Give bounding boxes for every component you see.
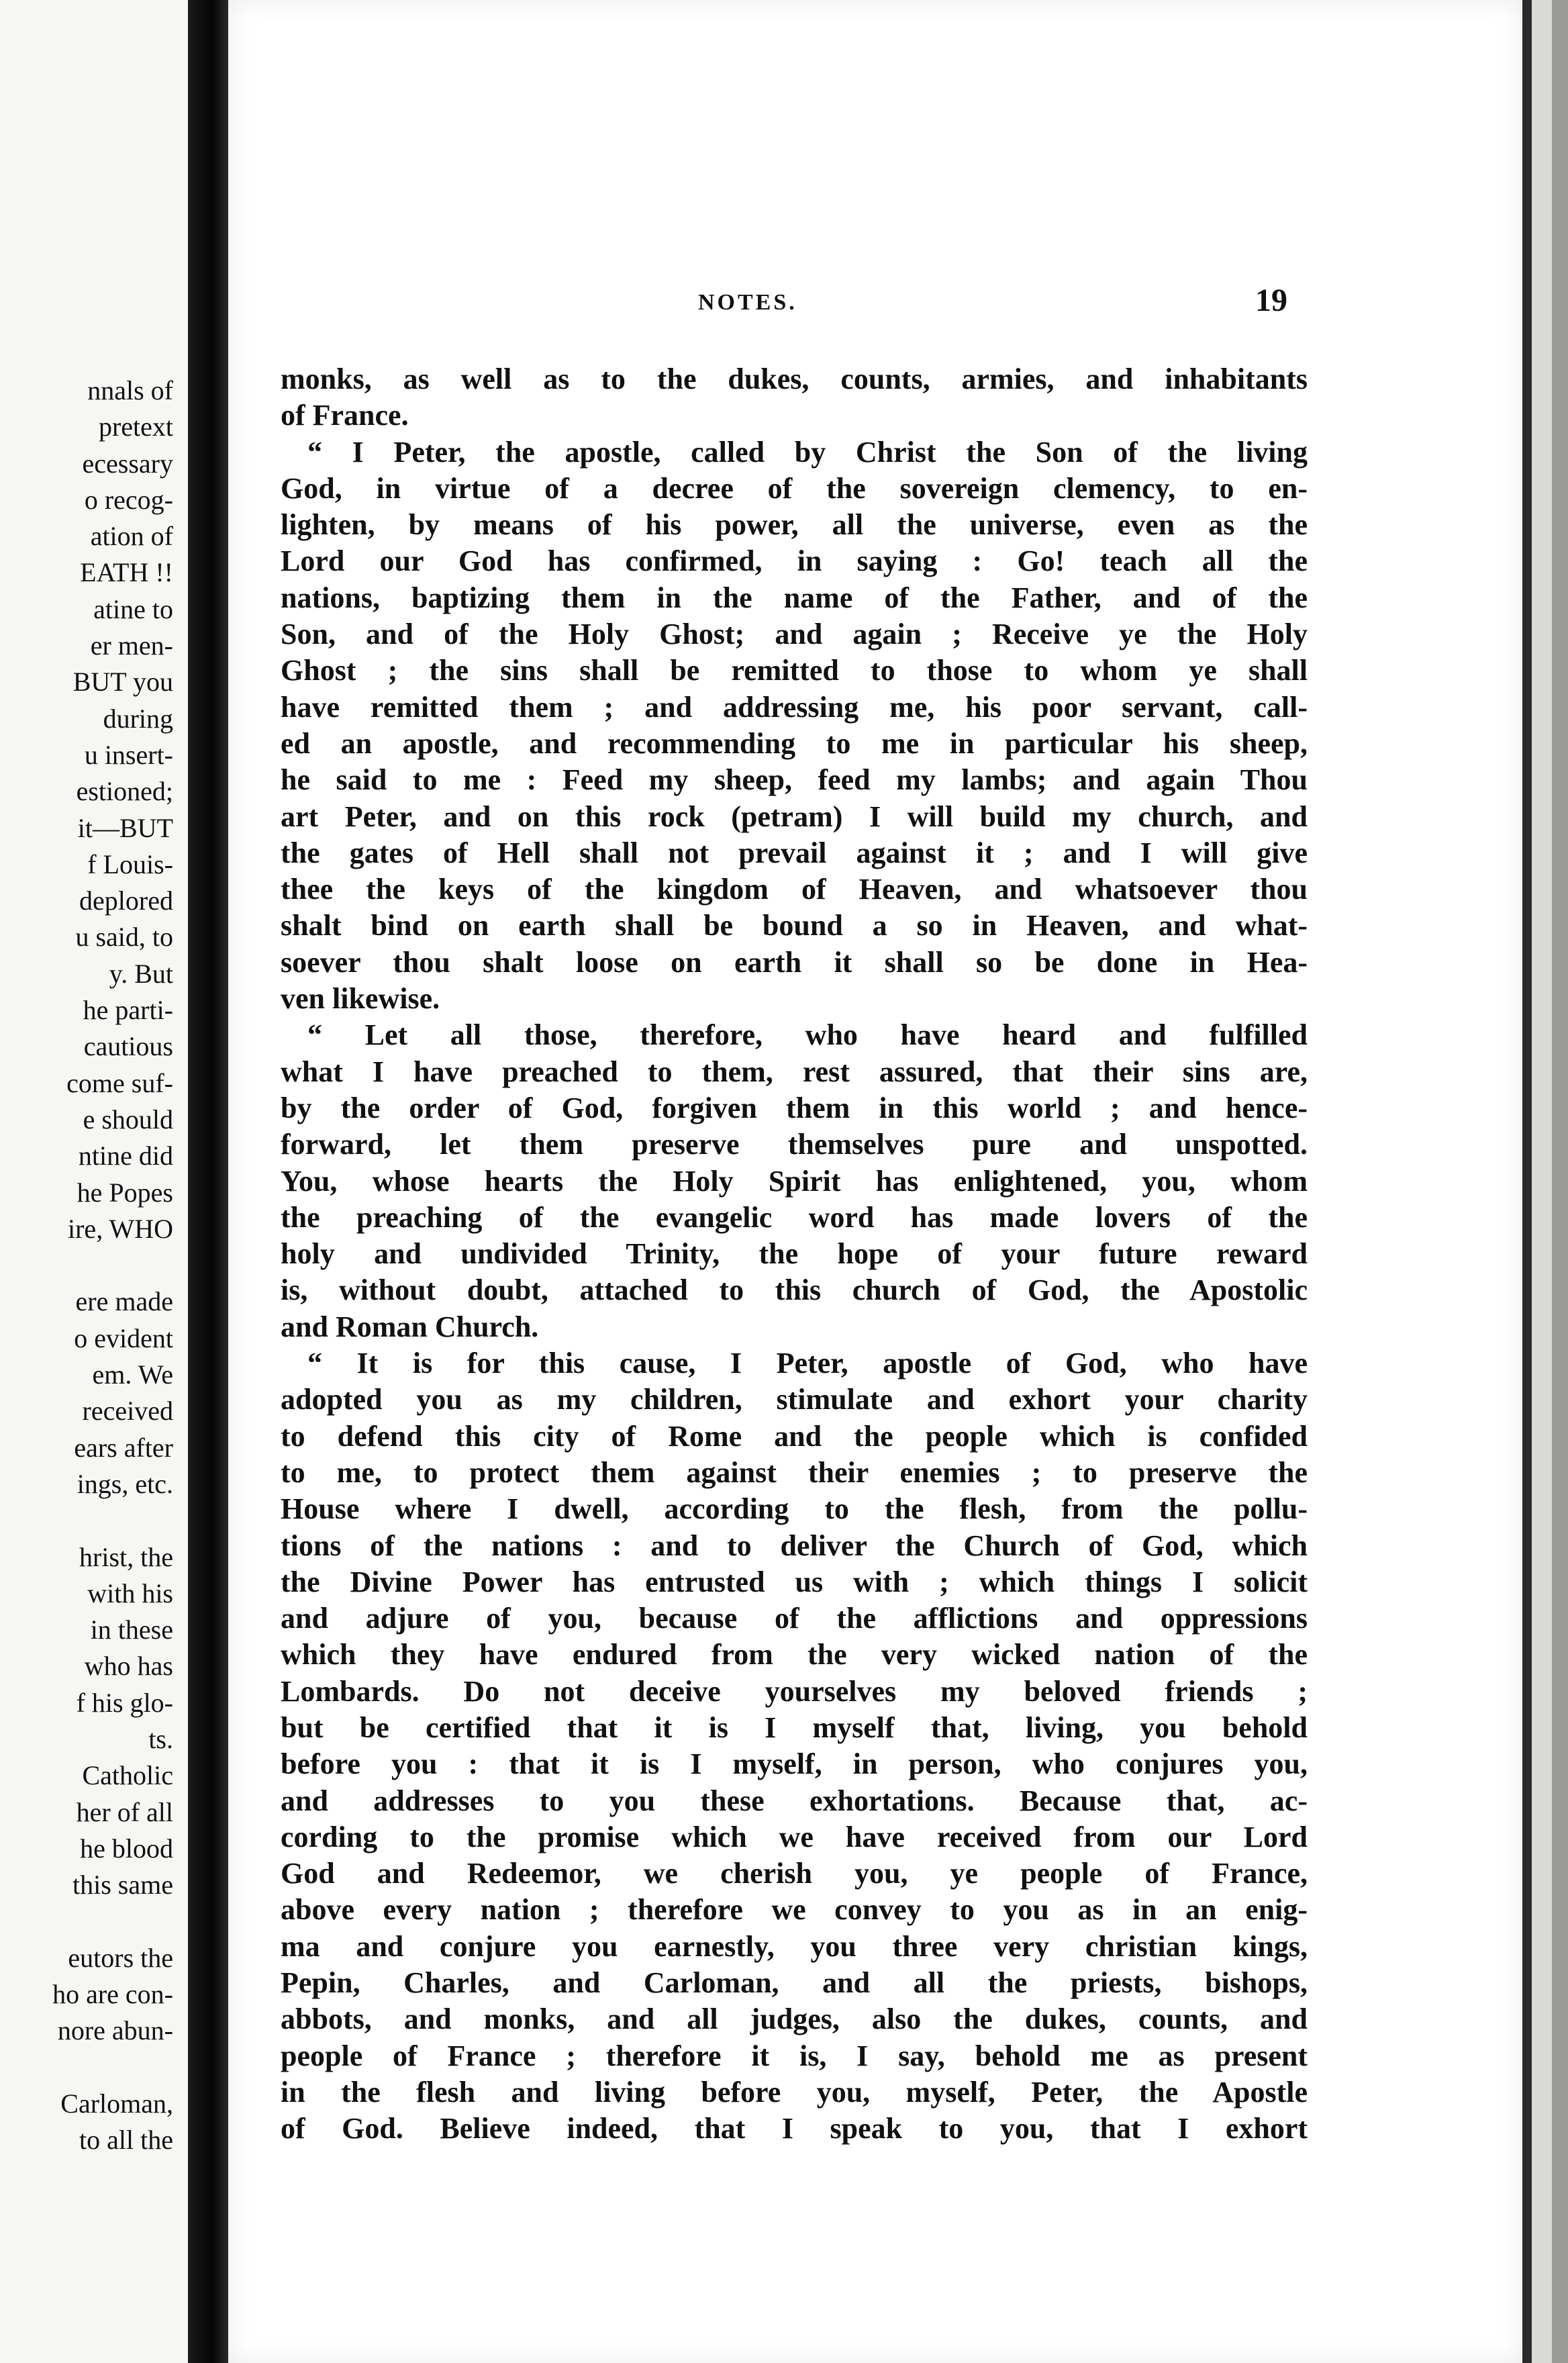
text-line: above every nation ; therefore we convey to you as in an enig- [281,1893,1308,1927]
text-line: and addresses to you these exhortations. Because that, ac- [281,1784,1308,1817]
facing-page-line: deplored [79,885,173,916]
facing-page-line: u insert- [84,739,173,770]
text-line: of God. Believe indeed, that I speak to you, that I exhort [281,2112,1308,2145]
text-line: but be certified that it is I myself that, living, you behold [281,1710,1308,1744]
text-line: abbots, and monks, and all judges, also the dukes, counts, and [281,2003,1308,2036]
text-line: Ghost ; the sins shall be remitted to those to whom ye shall [281,654,1308,687]
facing-page-line: e should [83,1104,173,1135]
facing-page-line: ts. [148,1723,173,1754]
text-line: which they have endured from the very wicked nation of the [281,1638,1308,1672]
text-line: in the flesh and living before you, myself, Peter, the Apostle [281,2075,1308,2109]
text-line: have remitted them ; and addressing me, his poor servant, call- [281,690,1308,724]
facing-page-line: nnals of [87,375,173,405]
facing-page-line: nore abun- [57,2015,173,2046]
facing-page-line: he Popes [77,1177,173,1208]
facing-page-line: Catholic [82,1760,173,1791]
facing-page-line: y. But [109,958,173,989]
facing-page-fragment [0,0,188,2363]
text-line: thee the keys of the kingdom of Heaven, and whatsoever thou [281,873,1308,906]
facing-page-line: ntine did [78,1141,173,1171]
text-line: ma and conjure you earnestly, you three very christian kings, [281,1929,1308,1963]
text-line: he said to me : Feed my sheep, feed my lambs; and again Thou [281,763,1308,797]
text-line: God and Redeemor, we cherish you, ye people of France, [281,1857,1308,1890]
facing-page-line: f his glo- [76,1687,173,1718]
facing-page-line: er men- [90,630,173,661]
text-line: Son, and of the Holy Ghost; and again ; Receive ye the Holy [281,618,1308,651]
facing-page-line [0,2049,173,2086]
text-line: people of France ; therefore it is, I say, behold me as present [281,2039,1308,2072]
page-edge-outer [1552,0,1568,2363]
facing-page-line: come suf- [66,1067,173,1098]
page-number: 19 [1255,283,1287,318]
facing-page-line: u said, to [75,922,173,953]
text-line: “ It is for this cause, I Peter, apostle of God, who have [307,1347,1308,1380]
facing-page-line: o recog- [84,484,173,515]
text-line: shalt bind on earth shall be bound a so in Heaven, and what- [281,909,1308,943]
facing-page-line: EATH !! [80,557,173,588]
text-line: Lord our God has confirmed, in saying : Go! teach all the [281,544,1308,578]
facing-page-line: f Louis- [87,849,173,879]
text-line: God, in virtue of a decree of the sovereign clemency, to en- [281,471,1308,505]
facing-page-text [0,373,173,2159]
text-line: adopted you as my children, stimulate and exhort your charity [281,1383,1308,1416]
facing-page-line: ation of [90,521,173,552]
facing-page-line: her of all [76,1796,173,1827]
facing-page-line: cautious [83,1031,173,1062]
running-head: NOTES. [698,290,797,315]
text-line: what I have preached to them, rest assured, that their sins are, [281,1055,1308,1088]
facing-page-line: who has [84,1651,173,1682]
text-line: Pepin, Charles, and Carloman, and all the priests, bishops, [281,1966,1308,2000]
facing-page-line [0,1502,173,1539]
facing-page-line: this same [72,1870,173,1900]
page-edge [1532,0,1552,2363]
facing-page-line: ings, etc. [77,1468,173,1499]
facing-page-line: in these [90,1614,173,1645]
facing-page-line: ecessary [82,448,173,479]
facing-page-line: ire, WHO [68,1213,173,1244]
facing-page-line: to all the [79,2125,173,2156]
text-line: ed an apostle, and recommending to me in particular his sheep, [281,726,1308,760]
facing-page-line: em. We [92,1359,173,1390]
text-line: Lombards. Do not deceive yourselves my beloved friends ; [281,1674,1308,1708]
facing-page-line: it—BUT [77,812,173,843]
facing-page-line: with his [87,1578,173,1608]
text-line: “ Let all those, therefore, who have heard and fulfilled [307,1018,1308,1052]
facing-page-line: eutors the [68,1942,173,1973]
text-line: the Divine Power has entrusted us with ; which things I solicit [281,1565,1308,1598]
facing-page-line: Carloman, [60,2088,173,2119]
text-line: House where I dwell, according to the flesh, from the pollu- [281,1492,1308,1526]
text-line: tions of the nations : and to deliver the Church of God, which [281,1529,1308,1562]
page-edge-shadow [1522,0,1532,2363]
facing-page-line: during [103,703,173,734]
facing-page-line: estioned; [76,776,173,807]
facing-page-line: BUT you [72,667,173,697]
text-line: forward, let them preserve themselves pure and unspotted. [281,1128,1308,1161]
body-text [281,361,1308,2148]
text-line: and Roman Church. [281,1310,539,1343]
text-line: nations, baptizing them in the name of the Father, and of the [281,581,1308,614]
text-line: “ I Peter, the apostle, called by Christ the Son of the living [307,435,1308,469]
facing-page-line: received [82,1396,173,1427]
text-line: monks, as well as to the dukes, counts, armies, and inhabitants [281,363,1308,395]
text-line: by the order of God, forgiven them in this world ; and hence- [281,1091,1308,1124]
text-line: the preaching of the evangelic word has made lovers of the [281,1200,1308,1234]
text-line: of France. [281,399,409,432]
text-line: art Peter, and on this rock (petram) I will build my church, and [281,800,1308,833]
facing-page-line [0,1903,173,1939]
text-line: lighten, by means of his power, all the universe, even as the [281,508,1308,542]
text-line: to defend this city of Rome and the people which is confided [281,1419,1308,1453]
facing-page-line: atine to [93,593,173,624]
facing-page-line: ho are con- [52,1979,173,2010]
text-line: the gates of Hell shall not prevail against it ; and I will give [281,836,1308,869]
facing-page-line: hrist, the [79,1541,173,1572]
text-line: to me, to protect them against their enemies ; to preserve the [281,1455,1308,1489]
book-gutter [188,0,228,2363]
facing-page-line: he blood [80,1833,173,1864]
facing-page-line [0,1247,173,1284]
facing-page-line: ears after [74,1432,173,1463]
text-line: cording to the promise which we have received from our Lord [281,1820,1308,1853]
text-line: soever thou shalt loose on earth it shall so be done in Hea- [281,945,1308,979]
facing-page-line: ere made [75,1286,173,1317]
text-line: holy and undivided Trinity, the hope of your future reward [281,1237,1308,1271]
facing-page-line: he parti- [83,995,173,1026]
text-line: and adjure of you, because of the afflictions and oppressions [281,1602,1308,1635]
facing-page-line: o evident [74,1322,173,1353]
text-line: You, whose hearts the Holy Spirit has enlightened, you, whom [281,1164,1308,1198]
text-line: ven likewise. [281,982,440,1016]
text-line: is, without doubt, attached to this church of God, the Apostolic [281,1273,1308,1307]
text-line: before you : that it is I myself, in person, who conjures you, [281,1747,1308,1781]
facing-page-line: pretext [98,412,173,442]
